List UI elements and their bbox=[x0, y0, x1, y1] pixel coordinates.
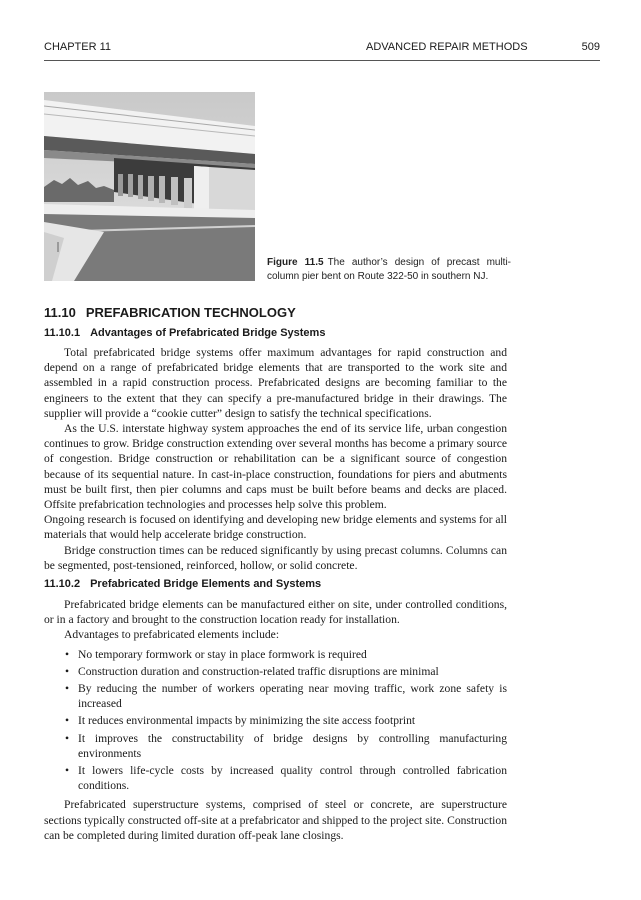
subsection-1-number: 11.10.1 bbox=[44, 327, 81, 339]
chapter-label: CHAPTER 11 bbox=[44, 41, 112, 53]
subsection-2-body bbox=[44, 597, 507, 843]
bridge-photo bbox=[44, 92, 255, 281]
section-number: 11.10 bbox=[44, 305, 76, 320]
running-header bbox=[44, 41, 600, 61]
paragraph: Bridge construction times can be reduced significantly by using precast columns. Columns can be segmented, post-tensioned, reinforced, hollow, or solid concrete. bbox=[44, 543, 507, 572]
page-number: 509 bbox=[581, 41, 600, 53]
figure-caption bbox=[267, 256, 511, 284]
paragraph: Ongoing research is focused on identifying and developing new bridge elements and systems for all materials that would help accelerate bridge construction. bbox=[44, 513, 507, 542]
chapter-title: ADVANCED REPAIR METHODS bbox=[366, 41, 528, 53]
paragraph: Total prefabricated bridge systems offer maximum advantages for rapid construction and depend on a range of prefabricated bridge elements that are transported to the work site and assembled in a rapid construction process. Prefabricated designs are becoming familiar to the engineers to the extent that they can specify a pre-manufactured bridge in their drawings. The supplier will provide a “cookie cutter” design to satisfy the technical specifications. bbox=[44, 346, 507, 420]
list-item: • Construction duration and construction-related traffic disruptions are minimal bbox=[65, 664, 439, 678]
figure-label: Figure 11.5 bbox=[267, 257, 324, 268]
section-heading bbox=[44, 305, 296, 320]
subsection-1-body bbox=[44, 345, 507, 573]
list-item: • It improves the constructability of bridge designs by controlling manufacturing environments bbox=[65, 731, 507, 760]
list-item: • It reduces environmental impacts by minimizing the site access footprint bbox=[65, 714, 416, 728]
paragraph: Prefabricated superstructure systems, comprised of steel or concrete, are superstructure sections typically constructed off-site at a prefabricator and shipped to the project site. Construction can be completed during limited duration off-peak lane closings. bbox=[44, 798, 507, 842]
bridge-photo-graphic bbox=[44, 92, 255, 281]
list-item: • It lowers life-cycle costs by increased quality control through controlled fabrication conditions. bbox=[65, 764, 507, 793]
list-item: • By reducing the number of workers operating near moving traffic, work zone safety is increased bbox=[65, 682, 507, 711]
list-item: • No temporary formwork or stay in place formwork is required bbox=[65, 647, 367, 661]
subsection-2-number: 11.10.2 bbox=[44, 578, 81, 590]
paragraph: Advantages to prefabricated elements include: bbox=[64, 628, 280, 642]
advantages-list bbox=[44, 647, 507, 794]
section-title: PREFABRICATION TECHNOLOGY bbox=[85, 305, 296, 320]
paragraph: As the U.S. interstate highway system approaches the end of its service life, urban congestion continues to grow. Bridge construction extending over several months has become a primary source of congestion. Bridge construction or rehabilitation can be a significant source of congestion because of its sequential nature. In cast-in-place construction, foundations for piers and abutments must be built first, then pier columns and caps must be built before beams and decks are placed. Offsite prefabrication technologies and processes help solve this problem. bbox=[44, 422, 507, 512]
subsection-1-heading bbox=[44, 327, 325, 339]
subsection-2-title: Prefabricated Bridge Elements and Systems bbox=[90, 578, 322, 590]
paragraph: Prefabricated bridge elements can be manufactured either on site, under controlled conditions, or in a factory and brought to the construction location ready for installation. bbox=[44, 598, 507, 627]
subsection-1-title: Advantages of Prefabricated Bridge Systems bbox=[90, 327, 326, 339]
figure-caption-text: The author’s design of precast multi-column pier bent on Route 322-50 in southern NJ. bbox=[267, 257, 512, 282]
subsection-2-heading bbox=[44, 578, 321, 590]
